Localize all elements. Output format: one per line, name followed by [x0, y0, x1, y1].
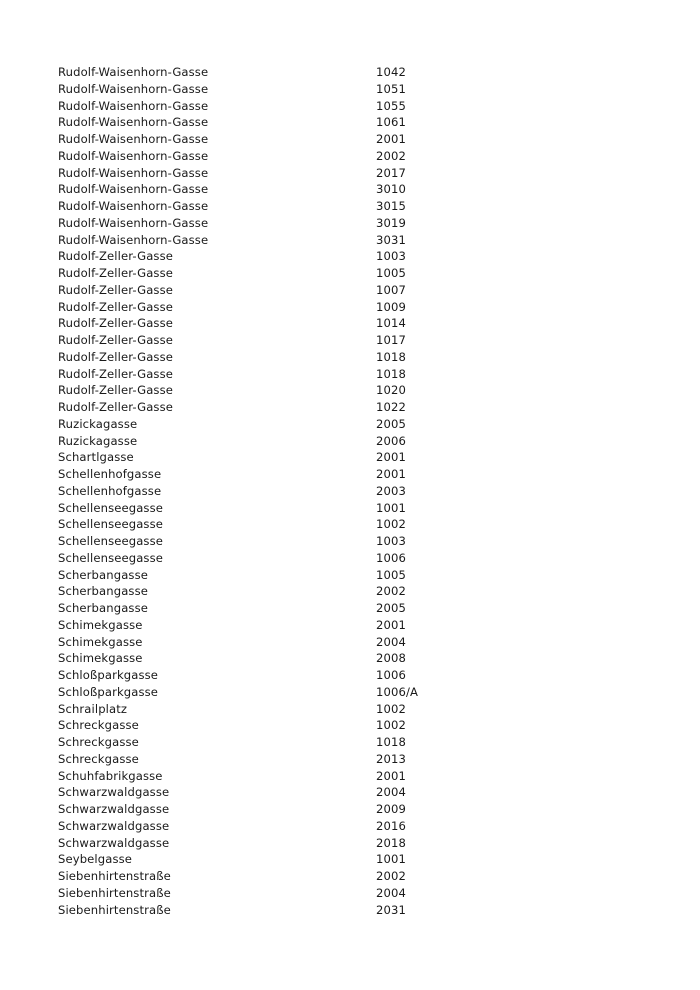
- street-name: Rudolf-Zeller-Gasse: [58, 349, 173, 364]
- list-item: [58, 215, 618, 232]
- street-code: 2003: [376, 483, 406, 498]
- street-code: 1005: [376, 266, 406, 280]
- street-code: 2001: [376, 467, 406, 481]
- list-item: [58, 851, 618, 868]
- street-name: Rudolf-Zeller-Gasse: [58, 366, 173, 381]
- street-code: 1009: [376, 299, 406, 314]
- street-code: 1006: [376, 668, 406, 682]
- list-item: [58, 634, 618, 651]
- street-name: Schimekgasse: [58, 651, 143, 666]
- street-name: Rudolf-Waisenhorn-Gasse: [58, 98, 209, 113]
- street-code: 2002: [376, 584, 406, 599]
- street-name: Schwarzwaldgasse: [58, 785, 170, 800]
- street-name: Schellenseegasse: [58, 517, 163, 532]
- list-item: [58, 885, 618, 902]
- street-name: Schimekgasse: [58, 617, 143, 632]
- street-name: Schloßparkgasse: [58, 684, 159, 699]
- list-item: [58, 868, 618, 885]
- street-code: 1018: [376, 349, 406, 364]
- street-code: 1001: [376, 852, 406, 867]
- street-code: 1007: [376, 282, 406, 297]
- list-item: [58, 600, 618, 617]
- street-name: Seybelgasse: [58, 852, 133, 867]
- street-code: 1003: [376, 249, 406, 264]
- list-item: [58, 232, 618, 249]
- street-code: 1055: [376, 98, 406, 113]
- list-item: [58, 701, 618, 718]
- street-name: Scherbangasse: [58, 601, 148, 615]
- street-name: Rudolf-Zeller-Gasse: [58, 400, 173, 414]
- street-name: Schellenseegasse: [58, 534, 163, 548]
- street-code: 1014: [376, 316, 406, 331]
- list-item: [58, 902, 618, 919]
- street-code: 2013: [376, 751, 406, 766]
- street-name: Schreckgasse: [58, 718, 139, 733]
- list-item: [58, 416, 618, 433]
- street-name: Schwarzwaldgasse: [58, 818, 170, 833]
- street-name: Siebenhirtenstraße: [58, 902, 171, 917]
- street-name: Rudolf-Zeller-Gasse: [58, 333, 173, 347]
- street-name: Scherbangasse: [58, 567, 148, 582]
- street-code: 1002: [376, 517, 406, 532]
- street-code: 1020: [376, 383, 406, 398]
- list-item: [58, 366, 618, 383]
- street-code: 1001: [376, 500, 406, 515]
- street-code: 1061: [376, 115, 406, 130]
- list-item: [58, 81, 618, 98]
- street-code: 3019: [376, 215, 406, 230]
- list-item: [58, 114, 618, 131]
- street-name: Schrailplatz: [58, 701, 128, 716]
- street-name: Rudolf-Waisenhorn-Gasse: [58, 182, 209, 197]
- street-name: Siebenhirtenstraße: [58, 885, 171, 900]
- street-code: 2017: [376, 165, 406, 180]
- list-item: [58, 433, 618, 450]
- list-item: [58, 650, 618, 667]
- list-item: [58, 801, 618, 818]
- street-code: 2001: [376, 768, 406, 783]
- list-item: [58, 198, 618, 215]
- street-code: 1018: [376, 366, 406, 381]
- list-item: [58, 382, 618, 399]
- street-name: Schellenseegasse: [58, 550, 163, 565]
- street-code: 1005: [376, 567, 406, 582]
- street-name: Rudolf-Zeller-Gasse: [58, 266, 173, 280]
- list-item: [58, 148, 618, 165]
- street-code: 2005: [376, 416, 406, 431]
- street-code: 2031: [376, 902, 406, 917]
- list-item: [58, 399, 618, 416]
- list-item: [58, 734, 618, 751]
- street-name: Rudolf-Zeller-Gasse: [58, 282, 173, 297]
- list-item: [58, 583, 618, 600]
- list-item: [58, 98, 618, 115]
- street-name: Ruzickagasse: [58, 433, 138, 448]
- street-name: Schreckgasse: [58, 735, 139, 749]
- street-name: Rudolf-Zeller-Gasse: [58, 383, 173, 398]
- street-name: Rudolf-Zeller-Gasse: [58, 316, 173, 331]
- list-item: [58, 684, 618, 701]
- street-name: Rudolf-Waisenhorn-Gasse: [58, 215, 209, 230]
- street-name: Scherbangasse: [58, 584, 148, 599]
- list-item: [58, 567, 618, 584]
- list-item: [58, 265, 618, 282]
- street-name: Schartlgasse: [58, 450, 134, 465]
- list-item: [58, 818, 618, 835]
- list-item: [58, 332, 618, 349]
- list-item: [58, 550, 618, 567]
- street-name: Rudolf-Zeller-Gasse: [58, 299, 173, 314]
- list-item: [58, 717, 618, 734]
- street-name: Schimekgasse: [58, 634, 143, 649]
- street-code: 1042: [376, 65, 406, 79]
- list-item: [58, 617, 618, 634]
- street-code: 1017: [376, 333, 406, 347]
- list-item: [58, 349, 618, 366]
- list-item: [58, 131, 618, 148]
- list-item: [58, 768, 618, 785]
- street-code: 1006/A: [376, 684, 419, 699]
- street-name: Schwarzwaldgasse: [58, 835, 170, 850]
- list-item: [58, 282, 618, 299]
- street-code: 2004: [376, 885, 406, 900]
- street-name: Rudolf-Waisenhorn-Gasse: [58, 81, 209, 96]
- street-code: 2002: [376, 869, 406, 883]
- street-address-list: [58, 64, 618, 918]
- list-item: [58, 315, 618, 332]
- street-code: 1002: [376, 701, 406, 716]
- street-code: 1003: [376, 534, 406, 548]
- list-item: [58, 500, 618, 517]
- street-name: Schwarzwaldgasse: [58, 802, 170, 816]
- street-code: 1018: [376, 735, 406, 749]
- street-code: 2002: [376, 148, 406, 163]
- list-item: [58, 449, 618, 466]
- list-item: [58, 784, 618, 801]
- street-code: 2005: [376, 601, 406, 615]
- street-code: 2001: [376, 617, 406, 632]
- street-name: Rudolf-Zeller-Gasse: [58, 249, 173, 264]
- street-name: Rudolf-Waisenhorn-Gasse: [58, 65, 209, 79]
- street-name: Schreckgasse: [58, 751, 139, 766]
- street-code: 2004: [376, 634, 406, 649]
- list-item: [58, 516, 618, 533]
- list-item: [58, 667, 618, 684]
- street-code: 2016: [376, 818, 406, 833]
- street-name: Schellenhofgasse: [58, 467, 162, 481]
- street-name: Rudolf-Waisenhorn-Gasse: [58, 165, 209, 180]
- street-name: Schellenhofgasse: [58, 483, 162, 498]
- street-code: 1051: [376, 81, 406, 96]
- street-code: 2004: [376, 785, 406, 800]
- street-name: Rudolf-Waisenhorn-Gasse: [58, 232, 209, 247]
- street-code: 1006: [376, 550, 406, 565]
- street-name: Rudolf-Waisenhorn-Gasse: [58, 199, 209, 213]
- list-item: [58, 165, 618, 182]
- street-name: Schloßparkgasse: [58, 668, 159, 682]
- list-item: [58, 751, 618, 768]
- street-code: 2009: [376, 802, 406, 816]
- street-code: 1022: [376, 400, 406, 414]
- street-code: 2006: [376, 433, 406, 448]
- list-item: [58, 835, 618, 852]
- street-code: 2008: [376, 651, 406, 666]
- street-code: 1002: [376, 718, 406, 733]
- list-item: [58, 483, 618, 500]
- street-name: Siebenhirtenstraße: [58, 869, 171, 883]
- street-code: 2001: [376, 132, 406, 146]
- street-name: Rudolf-Waisenhorn-Gasse: [58, 115, 209, 130]
- street-name: Schuhfabrikgasse: [58, 768, 163, 783]
- street-name: Rudolf-Waisenhorn-Gasse: [58, 132, 209, 146]
- list-item: [58, 181, 618, 198]
- street-name: Schellenseegasse: [58, 500, 163, 515]
- list-item: [58, 533, 618, 550]
- street-name: Rudolf-Waisenhorn-Gasse: [58, 148, 209, 163]
- list-item: [58, 299, 618, 316]
- list-item: [58, 466, 618, 483]
- street-code: 3031: [376, 232, 406, 247]
- street-code: 3015: [376, 199, 406, 213]
- street-name: Ruzickagasse: [58, 416, 138, 431]
- street-code: 2001: [376, 450, 406, 465]
- list-item: [58, 248, 618, 265]
- list-item: [58, 64, 618, 81]
- street-code: 2018: [376, 835, 406, 850]
- street-code: 3010: [376, 182, 406, 197]
